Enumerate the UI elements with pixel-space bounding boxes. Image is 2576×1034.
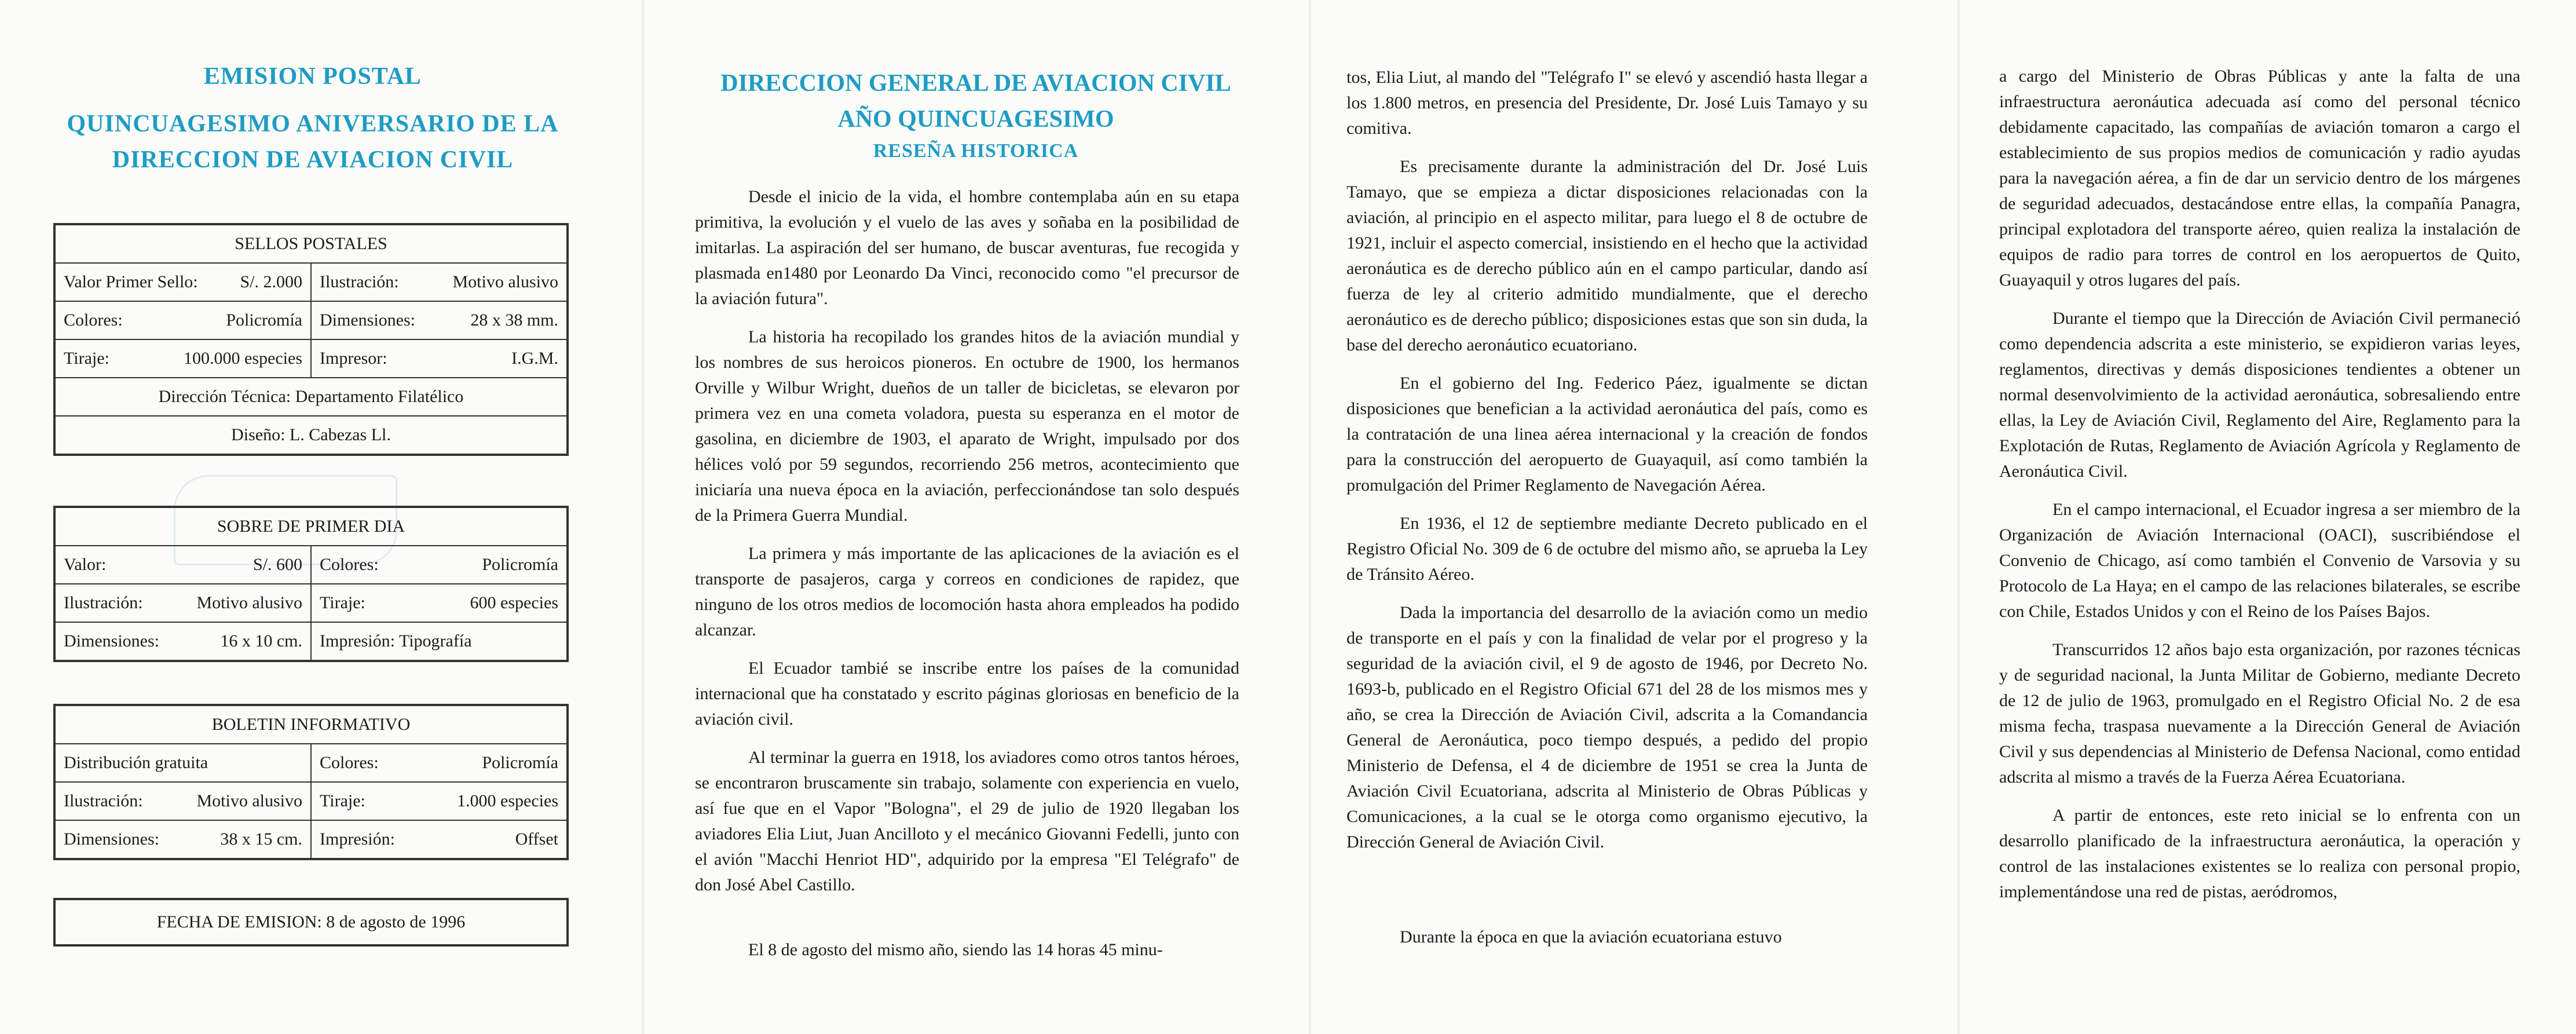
sobre-colores-label: Colores: <box>320 555 379 574</box>
sellos-ilustracion-label: Ilustración: <box>320 272 399 291</box>
sellos-colores-value: Policromía <box>226 310 302 330</box>
sobre-ilustracion-value: Motivo alusivo <box>196 593 302 612</box>
boletin-impresion-value: Offset <box>515 830 558 849</box>
resena-text-body <box>695 184 1239 911</box>
sellos-valor-label: Valor Primer Sello: <box>64 272 198 291</box>
title-direccion-general: DIRECCION GENERAL DE AVIACION CIVIL <box>720 70 1231 97</box>
fecha-label: FECHA DE EMISION: <box>156 912 322 931</box>
sellos-header: SELLOS POSTALES <box>54 224 568 263</box>
sellos-valor-value: S/. 2.000 <box>240 272 302 291</box>
paragraph: Transcurridos 12 años bajo esta organización, por razones técnicas y de seguridad nacional, la Junta Militar de Gobierno, mediante Decreto de 12 de julio de 1963, promulgado en el Registro Oficial No. 2 de esa misma fecha, traspasa nuevamente a la Dirección General de Aviación Civil y sus dependencias al Ministerio de Defensa Nacional, como entidad adscrita al mismo a través de la Fuerza Aérea Ecuatoriana. <box>1999 640 2520 787</box>
sellos-diseno-label: Diseño: <box>231 425 286 444</box>
table-fecha-emision <box>53 898 569 947</box>
fecha-value: 8 de agosto de 1996 <box>326 912 466 931</box>
sobre-dimensiones-label: Dimensiones: <box>64 631 159 651</box>
boletin-distribucion: Distribución gratuita <box>54 744 311 782</box>
sobre-impresion-label: Impresión: <box>320 631 395 651</box>
sellos-ilustracion-value: Motivo alusivo <box>452 272 558 291</box>
sellos-impresor-value: I.G.M. <box>511 349 558 368</box>
paragraph: La primera y más importante de las aplicaciones de la aviación es el transporte de pasajeros, carga y correos en condiciones de rapidez, que ninguno de los otros medios de locomoción hasta ahora empleados ha podido alcanzar. <box>695 544 1239 640</box>
table-sobre-primer-dia <box>53 506 569 662</box>
title-aniversario: QUINCUAGESIMO ANIVERSARIO DE LA <box>67 111 559 137</box>
boletin-ilustracion-label: Ilustración: <box>64 791 143 810</box>
sellos-diseno-value: L. Cabezas Ll. <box>289 425 391 444</box>
sobre-header: SOBRE DE PRIMER DIA <box>54 507 568 546</box>
subtitle-resena: RESEÑA HISTORICA <box>873 140 1079 162</box>
boletin-dimensiones-label: Dimensiones: <box>64 830 159 849</box>
sellos-direccion-label: Dirección Técnica: <box>158 387 291 406</box>
paragraph: En el campo internacional, el Ecuador ingresa a ser miembro de la Organización de Aviación Internacional (OACI), suscribiéndose el Convenio de Chicago, así como también el Convenio de Varsovia y su Protocolo de La Haya; en el campo de las relaciones bilaterales, se escribe con Chile, Estados Unidos y con el Reino de los Países Bajos. <box>1999 500 2520 621</box>
fold-line <box>1957 0 1960 1034</box>
paragraph: A partir de entonces, este reto inicial se lo enfrenta con un desarrollo planificado de la infraestructura aeronáutica, la operación y control de las instalaciones existentes se lo realiza con personal propio, implementándose una red de pistas, aeródromos, <box>1999 806 2520 901</box>
sobre-ilustracion-label: Ilustración: <box>64 593 143 612</box>
boletin-impresion-label: Impresión: <box>320 830 395 849</box>
panel-resena-final <box>1981 0 2531 1034</box>
paragraph: En el gobierno del Ing. Federico Páez, igualmente se dictan disposiciones que benefician a la actividad aeronáutica del país, como es la contratación de una linea aérea internacional y la creación de fondos para la construcción del aeropuerto de Guayaquil, así como también la promulgación del Primer Reglamento de Navegación Aérea. <box>1346 374 1868 495</box>
resena-text-body-3 <box>1999 64 2520 918</box>
resena-text-body-2 <box>1346 65 1868 868</box>
title-emision-postal: EMISION POSTAL <box>203 63 422 90</box>
sobre-tiraje-value: 600 especies <box>470 593 558 612</box>
fold-line <box>1309 0 1311 1034</box>
sellos-tiraje-value: 100.000 especies <box>184 349 302 368</box>
sobre-valor-label: Valor: <box>64 555 107 574</box>
paragraph: El Ecuador tambié se inscribe entre los países de la comunidad internacional que ha constatado y escrito páginas gloriosas en beneficio de la aviación civil. <box>695 659 1239 729</box>
paragraph-continued: Durante la época en que la aviación ecuatoriana estuvo <box>1400 927 1782 947</box>
sellos-dimensiones-value: 28 x 38 mm. <box>470 310 558 330</box>
paragraph: Es precisamente durante la administración del Dr. José Luis Tamayo, que se empieza a dictar disposiciones relacionadas con la aviación, al principio en el aspecto militar, para luego el 8 de octubre de 1921, incluir el aspecto comercial, insistiendo en el hecho que la actividad aeronáutica es de derecho público aún en el campo particular, dando así fuerza de ley al criterio admitido mundialmente, que el derecho aeronáutico es de derecho público; disposiciones estas que son sin duda, la base del derecho aeronáutico ecuatoriano. <box>1346 157 1868 355</box>
boletin-tiraje-label: Tiraje: <box>320 791 365 810</box>
fold-line <box>642 0 644 1034</box>
sobre-valor-value: S/. 600 <box>253 555 302 574</box>
boletin-ilustracion-value: Motivo alusivo <box>196 791 302 810</box>
sobre-tiraje-label: Tiraje: <box>320 593 365 612</box>
table-sellos-postales <box>53 223 569 456</box>
table-boletin-informativo <box>53 704 569 860</box>
sellos-dimensiones-label: Dimensiones: <box>320 310 415 330</box>
boletin-colores-value: Policromía <box>482 753 558 772</box>
title-ano-quincuagesimo: AÑO QUINCUAGESIMO <box>837 106 1114 133</box>
panel-resena-historica <box>660 0 1291 1034</box>
boletin-header: BOLETIN INFORMATIVO <box>54 705 568 744</box>
title-direccion: DIRECCION DE AVIACION CIVIL <box>112 147 514 173</box>
boletin-colores-label: Colores: <box>320 753 379 772</box>
paragraph: Durante el tiempo que la Dirección de Aviación Civil permaneció como dependencia adscrita a este ministerio, se expidieron varias leyes, reglamentos, directivas y demás disposiciones tendientes a obtener un normal desenvolvimiento de la actividad aeronáutica, sobresaliendo entre ellas, la Ley de Aviación Civil, Reglamento del Aire, Reglamento para la Explotación de Rutas, Reglamento de Aviación Agrícola y Reglamento de Aeronáutica Civil. <box>1999 309 2520 481</box>
panel-emision-postal <box>0 0 625 1034</box>
paragraph: a cargo del Ministerio de Obras Públicas y ante la falta de una infraestructura aeronáutica adecuada así como del personal técnico debidamente capacitado, las compañías de aviación tomaron a cargo el establecimiento de sus propios medios de comunicación y radio ayudas para la navegación aérea, a fin de dar un servicio dentro de los márgenes de seguridad adecuados, destacándose entre ellas, la compañía Panagra, principal explotadora del transporte aéreo, quien realiza la instalación de equipos de radio para torres de control en los aeropuertos de Quito, Guayaquil y otros lugares del país. <box>1999 67 2520 290</box>
sellos-tiraje-label: Tiraje: <box>64 349 109 368</box>
paragraph: En 1936, el 12 de septiembre mediante Decreto publicado en el Registro Oficial No. 309 de 6 de octubre del mismo año, se aprueba la Ley de Tránsito Aéreo. <box>1346 514 1868 584</box>
sellos-impresor-label: Impresor: <box>320 349 387 368</box>
paragraph: Al terminar la guerra en 1918, los aviadores como otros tantos héroes, se encontraron bruscamente sin trabajo, solamente con experiencia en vuelo, así fue que en el Vapor "Bologna", el 29 de julio de 1920 llegaban los aviadores Elia Liut, Juan Ancilloto y el mecánico Giovanni Fedelli, junto con el avión "Macchi Henriot HD", adquirido por la empresa "El Telégrafo" de don José Abel Castillo. <box>695 748 1239 894</box>
boletin-tiraje-value: 1.000 especies <box>457 791 558 810</box>
paragraph: tos, Elia Liut, al mando del "Telégrafo I" se elevó y ascendió hasta llegar a los 1.800 metros, en presencia del Presidente, Dr. José Luis Tamayo y su comitiva. <box>1346 68 1868 138</box>
sobre-dimensiones-value: 16 x 10 cm. <box>220 631 302 651</box>
paragraph: La historia ha recopilado los grandes hitos de la aviación mundial y los nombres de sus heroicos pioneros. En octubre de 1900, los hermanos Orville y Wilbur Wright, dueños de un taller de bicicletas, se elevaron por primera vez en una cometa voladora, puesta su esperanza en el motor de gasolina, en diciembre de 1903, el aparato de Wright, impulsado por dos hélices voló por 59 segundos, recorriendo 256 metros, acontecimiento que iniciaría una nueva época en la aviación, perfeccionándose tan solo después de la Primera Guerra Mundial. <box>695 327 1239 525</box>
sellos-colores-label: Colores: <box>64 310 123 330</box>
sobre-impresion-value: Tipografía <box>398 631 472 651</box>
paragraph: Dada la importancia del desarrollo de la aviación como un medio de transporte en el país y con la finalidad de velar por el progreso y la seguridad de la aviación civil, el 9 de agosto de 1946, por Decreto No. 1693-b, publicado en el Registro Oficial 671 del 28 de los mismos mes y año, se crea la Dirección de Aviación Civil, adscrita a la Comandancia General de Aeronáutica, poco tiempo después, a pedido del propio Ministerio de Defensa, el 4 de diciembre de 1951 se crea la Junta de Aviación Civil Ecuatoriana, adscrita al Ministerio de Obras Públicas y Comunicaciones, a la cual se le otorga como organismo ejecutivo, la Dirección General de Aviación Civil. <box>1346 603 1868 852</box>
panel-resena-continuacion <box>1326 0 1905 1034</box>
sellos-direccion-value: Departamento Filatélico <box>295 387 464 406</box>
paragraph: Desde el inicio de la vida, el hombre contemplaba aún en su etapa primitiva, la evolución y el vuelo de las aves y soñaba en la posibilidad de imitarlas. La aspiración del ser humano, de buscar aventuras, fue recogida y plasmada en1480 por Leonardo Da Vinci, reconocido como "el precursor de la aviación futura". <box>695 187 1239 308</box>
boletin-dimensiones-value: 38 x 15 cm. <box>220 830 302 849</box>
paragraph-continued: El 8 de agosto del mismo año, siendo las 14 horas 45 minu- <box>748 940 1163 959</box>
sobre-colores-value: Policromía <box>482 555 558 574</box>
